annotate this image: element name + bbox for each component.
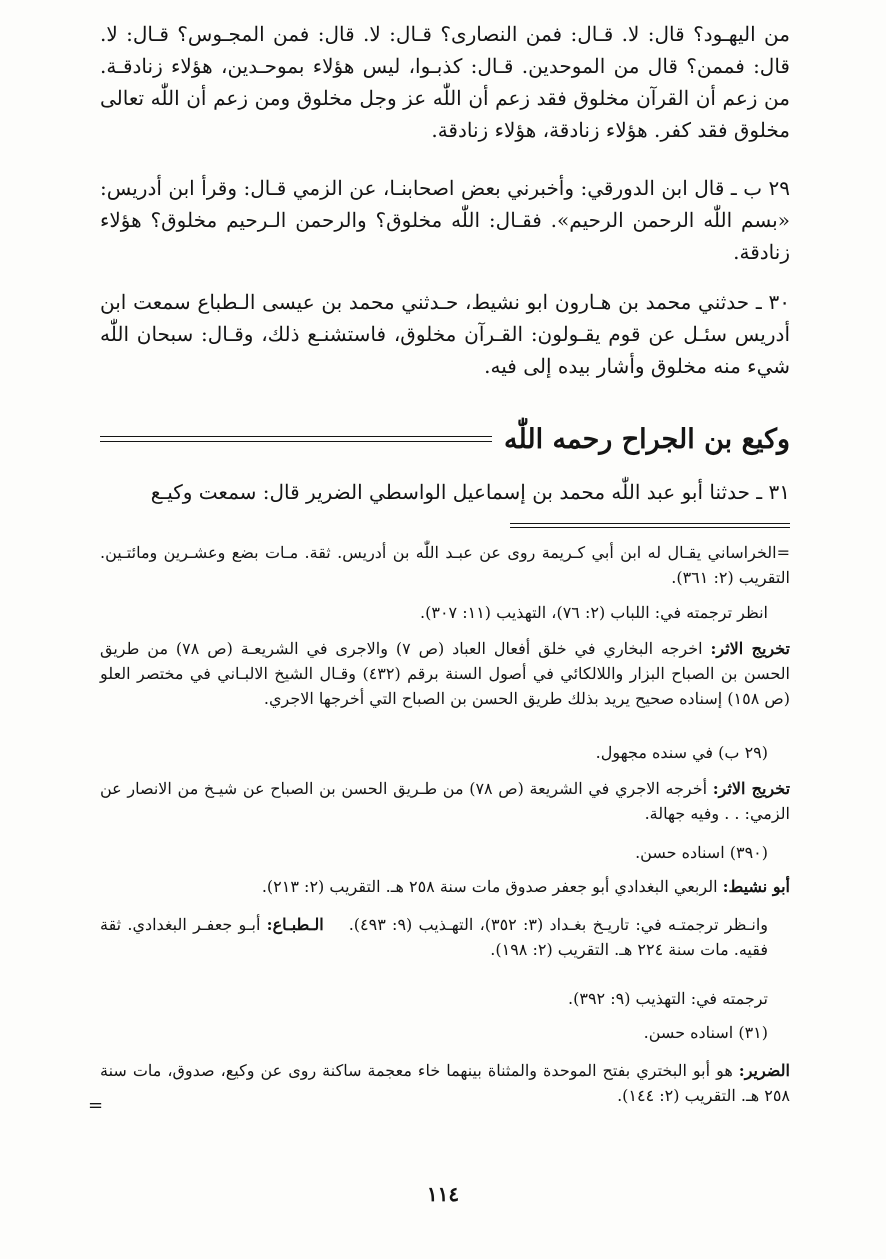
section-heading: وكيع بن الجراح رحمه اللّٰه [503,423,790,455]
footnote-31: (٣١) اسناده حسن. [643,1023,768,1042]
footnote-390: (٣٩٠) اسناده حسن. [635,843,768,862]
heading-double-rule [100,436,492,442]
tarikh-baghdad-text: وانـظر ترجمتـه في: تاريـخ بغـداد (٣: ٣٥٢)، التهـذيب (٩: ٤٩٣). [348,915,769,934]
footnote-separator [510,523,790,528]
section-heading-row [100,416,790,462]
footnote-abu-nashit [100,874,790,899]
darir-label: الضرير: [738,1061,790,1080]
main-paragraph-continuation: من اليهـود؟ قال: لا. قـال: فمن النصارى؟ قـال: لا. قال: فمن المجـوس؟ قـال: لا. قال: فممن؟ قال من الموحدين. قـال: كذبـوا، ليس هؤلاء بموحـدين، هؤلاء زنادقـة. من زعم أن القرآن مخلوق فقد زعم أن اللّٰه عز وجل مخلوق ومن زعم أن اللّٰه تعالى مخلوق فقد كفر. هؤلاء زنادقة، هؤلاء زنادقة. [100,22,790,142]
darir-text: هو أبو البختري بفتح الموحدة والمثناة بينهما خاء معجمة ساكنة روى عن وكيع، صدوق، مات سنة ٢٥٨ هـ. التقريب (٢: ١٤٤). [100,1061,790,1105]
takhrij-text: اخرجه البخاري في خلق أفعال العباد (ص ٧) والاجرى في الشريعـة (ص ٧٨) من طريق الحسن بن الصباح البزار واللالكائي في أصول السنة برقم (٤٣٢) وقـال الشيخ الالبـاني في مختصر العلو (ص ١٥٨) إسناده صحيح يريد بذلك طريق الحسن بن الصباح التي أخرجها الاجري. [100,639,790,708]
footnote-takhrij-2 [100,776,790,826]
main-paragraph-31: ٣١ ـ حدثنا أبو عبد اللّٰه محمد بن إسماعيل الواسطي الضرير قال: سمعت وكيـع [150,480,790,504]
footnote-khurasani: =الخراساني يقـال له ابن أبي كـريمة روى عن عبـد اللّٰه بن أدريس. ثقة. مـات بضع وعشـرين ومائتـين. التقريب (٢: ٣٦١). [100,543,790,587]
footnote-tabba [100,912,790,962]
takhrij-label: تخريج الاثر: [712,779,791,798]
continuation-mark: = [88,1095,104,1116]
abu-nashit-text: الربعي البغدادي أبو جعفر صدوق مات سنة ٢٥٨ هـ. التقريب (٢: ٢١٣). [261,877,723,896]
footnote-takhrij-1 [100,636,790,711]
page-number: ١١٤ [426,1182,460,1206]
tabba-label: الـطبـاع: [266,915,324,934]
takhrij-label: تخريج الاثر: [710,639,791,658]
main-paragraph-29b: ٢٩ ب ـ قال ابن الدورقي: وأخبرني بعض اصحابنـا، عن الزمي قـال: وقرأ ابن أدريس: «بسم اللّٰه الرحمن الرحيم». فقـال: اللّٰه مخلوق؟ والرحمن الـرحيم مخلوق؟ هؤلاء زنادقة. [100,176,790,264]
main-paragraph-30: ٣٠ ـ حدثني محمد بن هـارون ابو نشيط، حـدثني محمد بن عيسى الـطباع سمعت ابن أدريس سئـل عن قوم يقـولون: القـرآن مخلوق، فاستشنـع ذلك، وقـال: سبحان اللّٰه شيء منه مخلوق وأشار بيده إلى فيه. [100,290,790,378]
tabba-text: أبـو جعفـر البغدادي. ثقة فقيه. مات سنة ٢٢٤ هـ. التقريب (٢: ١٩٨). [100,915,768,959]
footnote-darir [100,1058,790,1108]
footnote-29b: (٢٩ ب) في سنده مجهول. [595,743,768,762]
footnote-tarjama-tahdhib: ترجمته في: التهذيب (٩: ٣٩٢). [568,989,768,1008]
abu-nashit-label: أبو نشيط: [722,877,790,896]
takhrij-text: أخرجه الاجري في الشريعة (ص ٧٨) من طـريق الحسن بن الصباح عن شيـخ من الانصار عن الزمي: . . وفيه جهالة. [100,779,790,823]
footnote-tarjama-lubab: انظر ترجمته في: اللباب (٢: ٧٦)، التهذيب (١١: ٣٠٧). [420,603,768,622]
